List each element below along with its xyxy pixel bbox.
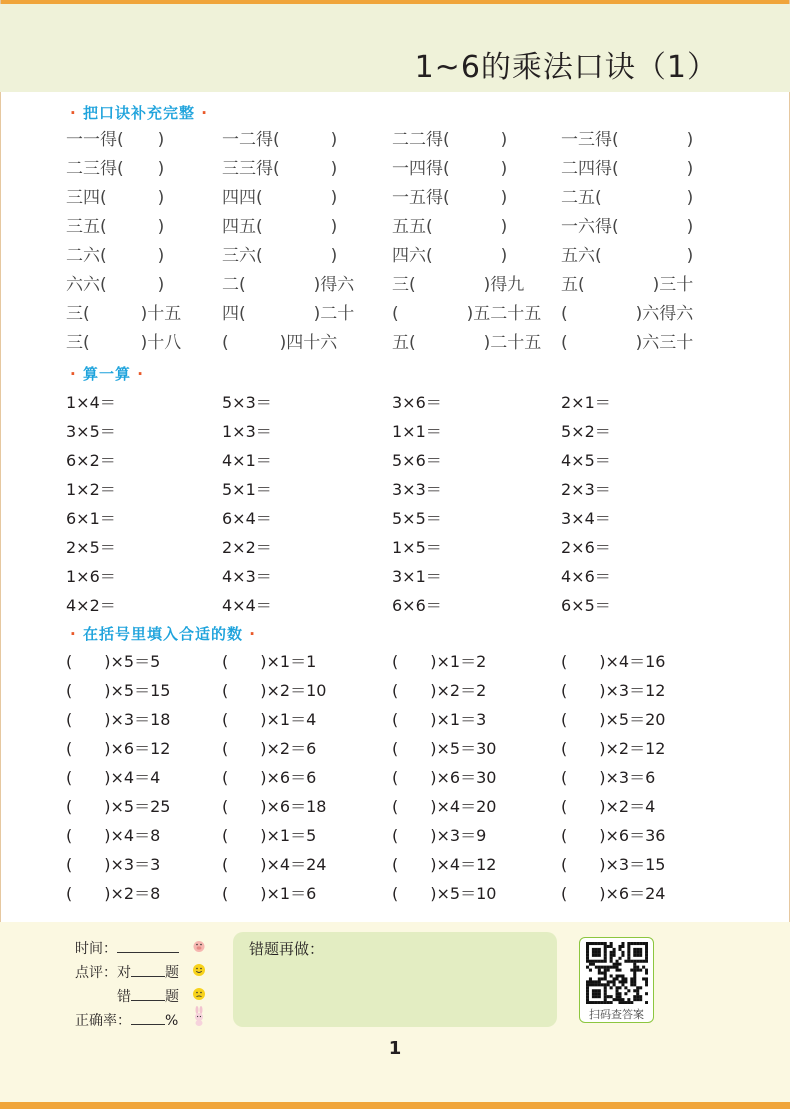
calc-item[interactable]: 2×3＝ bbox=[561, 480, 611, 499]
koujue-item[interactable]: 一一得( ) bbox=[66, 130, 165, 150]
page-title: 1~6的乘法口诀（1） bbox=[414, 50, 718, 85]
bracket-item[interactable]: ( )×5＝25 bbox=[66, 797, 171, 816]
bracket-item[interactable]: ( )×4＝20 bbox=[392, 797, 497, 816]
bracket-item[interactable]: ( )×4＝4 bbox=[66, 768, 161, 787]
redo-box[interactable] bbox=[233, 932, 557, 1027]
bracket-item[interactable]: ( )×4＝16 bbox=[561, 652, 666, 671]
pig-face-icon bbox=[192, 939, 206, 953]
calc-item[interactable]: 3×1＝ bbox=[392, 567, 442, 586]
calc-item[interactable]: 4×1＝ bbox=[222, 451, 272, 470]
bracket-item[interactable]: ( )×3＝9 bbox=[392, 826, 487, 845]
bracket-item[interactable]: ( )×2＝8 bbox=[66, 884, 161, 903]
neutral-face-icon bbox=[192, 987, 206, 1001]
koujue-item[interactable]: 五( )三十 bbox=[561, 275, 694, 295]
section-title-text: 算一算 bbox=[82, 365, 131, 383]
koujue-item[interactable]: 四( )二十 bbox=[222, 304, 355, 324]
calc-item[interactable]: 3×4＝ bbox=[561, 509, 611, 528]
calc-item[interactable]: 2×6＝ bbox=[561, 538, 611, 557]
koujue-item[interactable]: 三三得( ) bbox=[222, 159, 338, 179]
calc-item[interactable]: 4×4＝ bbox=[222, 596, 272, 615]
koujue-item[interactable]: ( )五二十五 bbox=[392, 304, 542, 324]
calc-item[interactable]: 1×2＝ bbox=[66, 480, 116, 499]
rabbit-icon bbox=[192, 1006, 206, 1026]
calc-item[interactable]: 5×5＝ bbox=[392, 509, 442, 528]
review-correct-row: 点评：对 题 bbox=[75, 965, 179, 981]
calc-item[interactable]: 2×1＝ bbox=[561, 393, 611, 412]
koujue-item[interactable]: 一二得( ) bbox=[222, 130, 338, 150]
bracket-item[interactable]: ( )×2＝2 bbox=[392, 681, 487, 700]
bottom-border bbox=[0, 1102, 790, 1109]
redo-title: 错题再做： bbox=[249, 940, 325, 958]
calc-item[interactable]: 1×5＝ bbox=[392, 538, 442, 557]
section-title-fill-brackets: · 在括号里填入合适的数 · bbox=[70, 625, 256, 643]
section-title-text: 在括号里填入合适的数 bbox=[82, 625, 243, 643]
calc-item[interactable]: 6×6＝ bbox=[392, 596, 442, 615]
calc-item[interactable]: 1×6＝ bbox=[66, 567, 116, 586]
koujue-item[interactable]: 一六得( ) bbox=[561, 217, 694, 237]
koujue-item[interactable]: 四四( ) bbox=[222, 188, 338, 208]
review-wrong-row: 错 题 bbox=[117, 989, 179, 1005]
calc-item[interactable]: 3×6＝ bbox=[392, 393, 442, 412]
bracket-item[interactable]: ( )×1＝4 bbox=[222, 710, 317, 729]
qr-caption: 扫码查答案 bbox=[589, 1008, 644, 1021]
accuracy-row: 正确率： % bbox=[75, 1013, 179, 1029]
calc-item[interactable]: 2×5＝ bbox=[66, 538, 116, 557]
koujue-item[interactable]: 二二得( ) bbox=[392, 130, 508, 150]
koujue-item[interactable]: 二六( ) bbox=[66, 246, 165, 266]
section-title-fill-koujue: · 把口诀补充完整 · bbox=[70, 104, 208, 122]
calc-item[interactable]: 3×5＝ bbox=[66, 422, 116, 441]
koujue-item[interactable]: ( )六三十 bbox=[561, 333, 694, 353]
bracket-item[interactable]: ( )×6＝18 bbox=[222, 797, 327, 816]
calc-item[interactable]: 5×3＝ bbox=[222, 393, 272, 412]
bracket-item[interactable]: ( )×3＝3 bbox=[66, 855, 161, 874]
smile-face-icon bbox=[192, 963, 206, 977]
bracket-item[interactable]: ( )×6＝30 bbox=[392, 768, 497, 787]
koujue-item[interactable]: 一四得( ) bbox=[392, 159, 508, 179]
koujue-item[interactable]: 三五( ) bbox=[66, 217, 165, 237]
calc-item[interactable]: 6×1＝ bbox=[66, 509, 116, 528]
bracket-item[interactable]: ( )×1＝1 bbox=[222, 652, 317, 671]
bracket-item[interactable]: ( )×6＝24 bbox=[561, 884, 666, 903]
calc-item[interactable]: 5×6＝ bbox=[392, 451, 442, 470]
bracket-item[interactable]: ( )×6＝6 bbox=[222, 768, 317, 787]
calc-item[interactable]: 1×3＝ bbox=[222, 422, 272, 441]
bracket-item[interactable]: ( )×2＝4 bbox=[561, 797, 656, 816]
section-title-calc: · 算一算 · bbox=[70, 365, 144, 383]
bracket-item[interactable]: ( )×3＝15 bbox=[561, 855, 666, 874]
calc-item[interactable]: 4×3＝ bbox=[222, 567, 272, 586]
calc-item[interactable]: 6×5＝ bbox=[561, 596, 611, 615]
calc-item[interactable]: 1×4＝ bbox=[66, 393, 116, 412]
accuracy-blank[interactable] bbox=[131, 1011, 165, 1025]
bracket-item[interactable]: ( )×5＝20 bbox=[561, 710, 666, 729]
koujue-item[interactable]: 二五( ) bbox=[561, 188, 694, 208]
bracket-item[interactable]: ( )×5＝15 bbox=[66, 681, 171, 700]
bracket-item[interactable]: ( )×1＝6 bbox=[222, 884, 317, 903]
qr-code-card[interactable] bbox=[579, 937, 654, 1023]
bracket-item[interactable]: ( )×5＝30 bbox=[392, 739, 497, 758]
koujue-item[interactable]: 一五得( ) bbox=[392, 188, 508, 208]
time-blank[interactable] bbox=[117, 939, 179, 953]
calc-item[interactable]: 6×4＝ bbox=[222, 509, 272, 528]
calc-item[interactable]: 2×2＝ bbox=[222, 538, 272, 557]
koujue-item[interactable]: ( )六得六 bbox=[561, 304, 694, 324]
calc-item[interactable]: 4×2＝ bbox=[66, 596, 116, 615]
page-number: 1 bbox=[388, 1038, 402, 1059]
koujue-item[interactable]: 三( )十五 bbox=[66, 304, 182, 324]
correct-count-blank[interactable] bbox=[131, 963, 165, 977]
koujue-item[interactable]: 六六( ) bbox=[66, 275, 165, 295]
koujue-item[interactable]: 一三得( ) bbox=[561, 130, 694, 150]
calc-item[interactable]: 6×2＝ bbox=[66, 451, 116, 470]
calc-item[interactable]: 4×6＝ bbox=[561, 567, 611, 586]
section-title-text: 把口诀补充完整 bbox=[82, 104, 195, 122]
koujue-item[interactable]: 三四( ) bbox=[66, 188, 165, 208]
koujue-item[interactable]: 二( )得六 bbox=[222, 275, 355, 295]
bracket-item[interactable]: ( )×6＝36 bbox=[561, 826, 666, 845]
calc-item[interactable]: 1×1＝ bbox=[392, 422, 442, 441]
koujue-item[interactable]: 四五( ) bbox=[222, 217, 338, 237]
koujue-item[interactable]: 三( )十八 bbox=[66, 333, 182, 353]
bracket-item[interactable]: ( )×1＝5 bbox=[222, 826, 317, 845]
bracket-item[interactable]: ( )×2＝12 bbox=[561, 739, 666, 758]
bracket-item[interactable]: ( )×2＝6 bbox=[222, 739, 317, 758]
koujue-item[interactable]: 二三得( ) bbox=[66, 159, 165, 179]
qr-code-icon bbox=[586, 942, 648, 1004]
koujue-item[interactable]: 三( )得九 bbox=[392, 275, 525, 295]
calc-item[interactable]: 4×5＝ bbox=[561, 451, 611, 470]
bracket-item[interactable]: ( )×3＝18 bbox=[66, 710, 171, 729]
koujue-item[interactable]: 二四得( ) bbox=[561, 159, 694, 179]
koujue-item[interactable]: 五( )二十五 bbox=[392, 333, 542, 353]
calc-item[interactable]: 5×1＝ bbox=[222, 480, 272, 499]
koujue-item[interactable]: 三六( ) bbox=[222, 246, 338, 266]
koujue-item[interactable]: 五六( ) bbox=[561, 246, 694, 266]
time-row: 时间： bbox=[75, 938, 179, 958]
bracket-item[interactable]: ( )×5＝5 bbox=[66, 652, 161, 671]
bracket-item[interactable]: ( )×1＝2 bbox=[392, 652, 487, 671]
bracket-item[interactable]: ( )×4＝24 bbox=[222, 855, 327, 874]
koujue-item[interactable]: 五五( ) bbox=[392, 217, 508, 237]
koujue-item[interactable]: 四六( ) bbox=[392, 246, 508, 266]
bracket-item[interactable]: ( )×4＝8 bbox=[66, 826, 161, 845]
bracket-item[interactable]: ( )×3＝6 bbox=[561, 768, 656, 787]
bracket-item[interactable]: ( )×2＝10 bbox=[222, 681, 327, 700]
bracket-item[interactable]: ( )×6＝12 bbox=[66, 739, 171, 758]
calc-item[interactable]: 5×2＝ bbox=[561, 422, 611, 441]
calc-item[interactable]: 3×3＝ bbox=[392, 480, 442, 499]
koujue-item[interactable]: ( )四十六 bbox=[222, 333, 338, 353]
bracket-item[interactable]: ( )×5＝10 bbox=[392, 884, 497, 903]
bracket-item[interactable]: ( )×3＝12 bbox=[561, 681, 666, 700]
wrong-count-blank[interactable] bbox=[131, 987, 165, 1001]
bracket-item[interactable]: ( )×1＝3 bbox=[392, 710, 487, 729]
bracket-item[interactable]: ( )×4＝12 bbox=[392, 855, 497, 874]
